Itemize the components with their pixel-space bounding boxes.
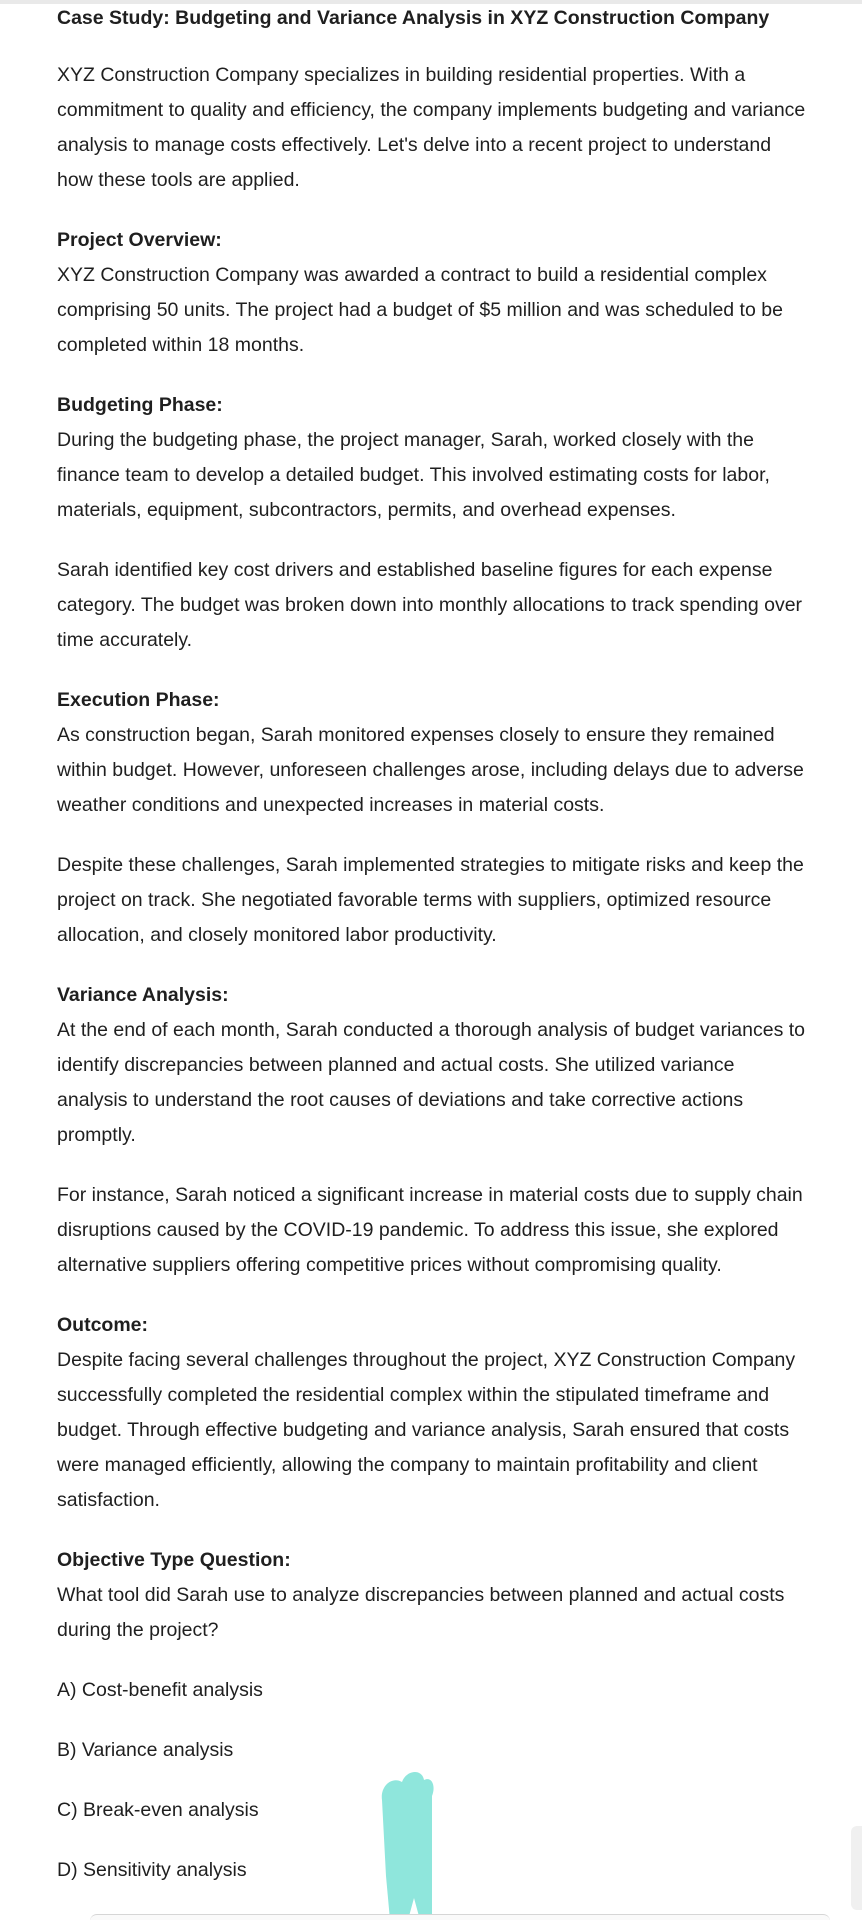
section-paragraph: As construction began, Sarah monitored expenses closely to ensure they remained within budget. However, unforeseen challenges arose, including delays due to adverse weather conditions and unexpected increases in material costs. (57, 724, 804, 816)
section-variance-analysis (57, 978, 807, 1153)
section-heading: Budgeting Phase: (57, 394, 223, 416)
section-outcome (57, 1308, 807, 1518)
bottom-sheet-edge (90, 1914, 830, 1920)
highlighter-scribble (374, 1766, 454, 1920)
answer-option-c: C) Break-even analysis (57, 1799, 259, 1821)
section-heading: Project Overview: (57, 229, 222, 251)
section-paragraph: Despite facing several challenges throughout the project, XYZ Construction Company successfully completed the residential complex within the stipulated timeframe and budget. Through effective budgeting and variance analysis, Sarah ensured that costs were managed efficiently, allowing the company to maintain profitability and client satisfaction. (57, 1349, 796, 1511)
question-text: What tool did Sarah use to analyze discrepancies between planned and actual costs during the project? (57, 1584, 785, 1641)
section-heading: Outcome: (57, 1314, 149, 1336)
section-budgeting-phase (57, 388, 807, 528)
section-paragraph: For instance, Sarah noticed a significant increase in material costs due to supply chain disruptions caused by the COVID-19 pandemic. To address this issue, she explored alternative suppliers offering competitive prices without compromising quality. (57, 1184, 803, 1276)
answer-option-a: A) Cost-benefit analysis (57, 1679, 263, 1701)
section-paragraph: At the end of each month, Sarah conducted a thorough analysis of budget variances to identify discrepancies between planned and actual costs. She utilized variance analysis to understand the root causes of deviations and take corrective actions promptly. (57, 1019, 805, 1146)
section-heading: Variance Analysis: (57, 984, 229, 1006)
answer-option-d: D) Sensitivity analysis (57, 1859, 247, 1881)
document-body (57, 2, 807, 1913)
section-paragraph: XYZ Construction Company was awarded a contract to build a residential complex comprising 50 units. The project had a budget of $5 million and was scheduled to be completed within 18 months. (57, 264, 783, 356)
section-project-overview (57, 223, 807, 363)
answer-option-b: B) Variance analysis (57, 1739, 234, 1761)
section-paragraph: During the budgeting phase, the project manager, Sarah, worked closely with the finance team to develop a detailed budget. This involved estimating costs for labor, materials, equipment, subcontractors, permits, and overhead expenses. (57, 429, 770, 521)
section-paragraph: Despite these challenges, Sarah implemented strategies to mitigate risks and keep the project on track. She negotiated favorable terms with suppliers, optimized resource allocation, and closely monitored labor productivity. (57, 854, 804, 946)
question-heading: Objective Type Question: (57, 1549, 291, 1571)
section-paragraph: Sarah identified key cost drivers and established baseline figures for each expense category. The budget was broken down into monthly allocations to track spending over time accurately. (57, 559, 803, 651)
section-heading: Execution Phase: (57, 689, 220, 711)
scrollbar-thumb[interactable] (851, 1826, 862, 1910)
question-block (57, 1543, 807, 1648)
section-execution-phase (57, 683, 807, 823)
document-title: Case Study: Budgeting and Variance Analysis in XYZ Construction Company (57, 7, 770, 29)
intro-paragraph: XYZ Construction Company specializes in building residential properties. With a commitment to quality and efficiency, the company implements budgeting and variance analysis to manage costs effectively. Let's delve into a recent project to understand how these tools are applied. (57, 64, 806, 191)
